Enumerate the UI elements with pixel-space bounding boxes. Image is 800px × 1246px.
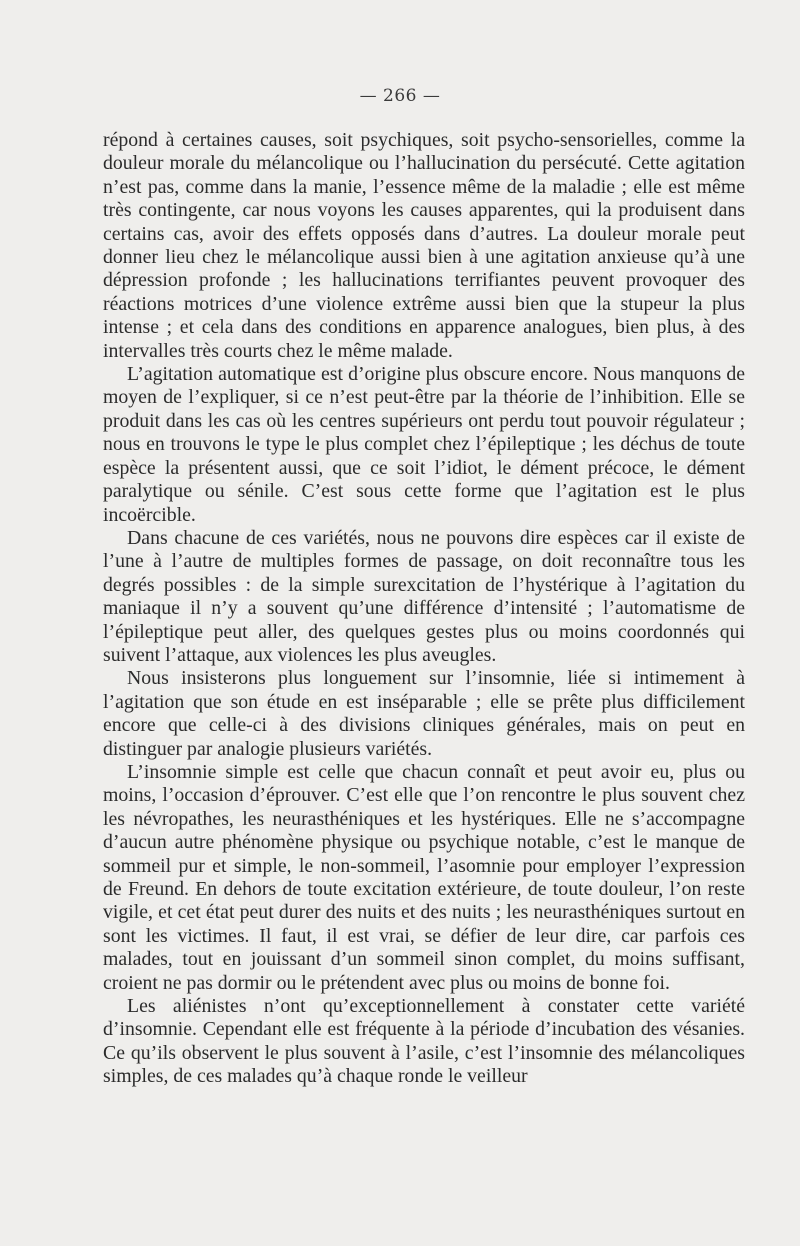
- paragraph-5: L’insomnie simple est celle que chacun connaît et peut avoir eu, plus ou moins, l’occasion d’éprouver. C’est elle que l’on rencontre le plus souvent chez les névropathes, les neurasthéniques et les hystériques. Elle ne s’accompagne d’aucun autre phénomène physique ou psychique notable, c’est le manque de sommeil pur et simple, le non-sommeil, l’asomnie pour employer l’expression de Freund. En dehors de toute excitation extérieure, de toute douleur, l’on reste vigile, et cet état peut durer des nuits et des nuits ; les neurasthéniques surtout en sont les victimes. Il faut, il est vrai, se défier de leur dire, car parfois ces malades, tout en jouissant d’un sommeil sinon complet, du moins suffisant, croient ne pas dormir ou le prétendent avec plus ou moins de bonne foi.: [103, 760, 745, 994]
- paragraph-6: Les aliénistes n’ont qu’exceptionnellement à constater cette variété d’insomnie. Cependant elle est fréquente à la période d’incubation des vésanies. Ce qu’ils observent le plus souvent à l’asile, c’est l’insomnie des mélancoliques simples, de ces malades qu’à chaque ronde le veilleur: [103, 995, 745, 1088]
- paragraph-4: Nous insisterons plus longuement sur l’insomnie, liée si intimement à l’agitation que son étude en est inséparable ; elle se prête plus difficilement encore que celle-ci à des divisions cliniques générales, mais on peut en distinguer par analogie plusieurs variétés.: [103, 667, 745, 760]
- paragraph-1: répond à certaines causes, soit psychiques, soit psycho-sensorielles, comme la douleur morale du mélancolique ou l’hallucination du persécuté. Cette agitation n’est pas, comme dans la manie, l’essence même de la maladie ; elle est même très contingente, car nous voyons les causes apparentes, qui la produisent dans certains cas, avoir des effets opposés dans d’autres. La douleur morale peut donner lieu chez le mélancolique aussi bien à une agitation anxieuse qu’à une dépression profonde ; les hallucinations terrifiantes peuvent provoquer des réactions motrices d’une violence extrême aussi bien que la stupeur la plus intense ; et cela dans des conditions en apparence analogues, bien plus, à des intervalles très courts chez le même malade.: [103, 129, 745, 362]
- page-number: — 266 —: [359, 86, 441, 106]
- body-text: [103, 129, 745, 1089]
- paragraph-2: L’agitation automatique est d’origine plus obscure encore. Nous manquons de moyen de l’expliquer, si ce n’est peut-être par la théorie de l’inhibition. Elle se produit dans les cas où les centres supérieurs ont perdu tout pouvoir régulateur ; nous en trouvons le type le plus complet chez l’épileptique ; les déchus de toute espèce la présentent aussi, que ce soit l’idiot, le dément précoce, le dément paralytique ou sénile. C’est sous cette forme que l’agitation est le plus incoërcible.: [103, 363, 745, 526]
- paragraph-3: Dans chacune de ces variétés, nous ne pouvons dire espèces car il existe de l’une à l’autre de multiples formes de passage, on doit reconnaître tous les degrés possibles : de la simple surexcitation de l’hystérique à l’agitation du maniaque il n’y a souvent qu’une différence d’intensité ; l’automatisme de l’épileptique peut aller, des quelques gestes plus ou moins coordonnés qui suivent l’attaque, aux violences les plus aveugles.: [103, 526, 745, 666]
